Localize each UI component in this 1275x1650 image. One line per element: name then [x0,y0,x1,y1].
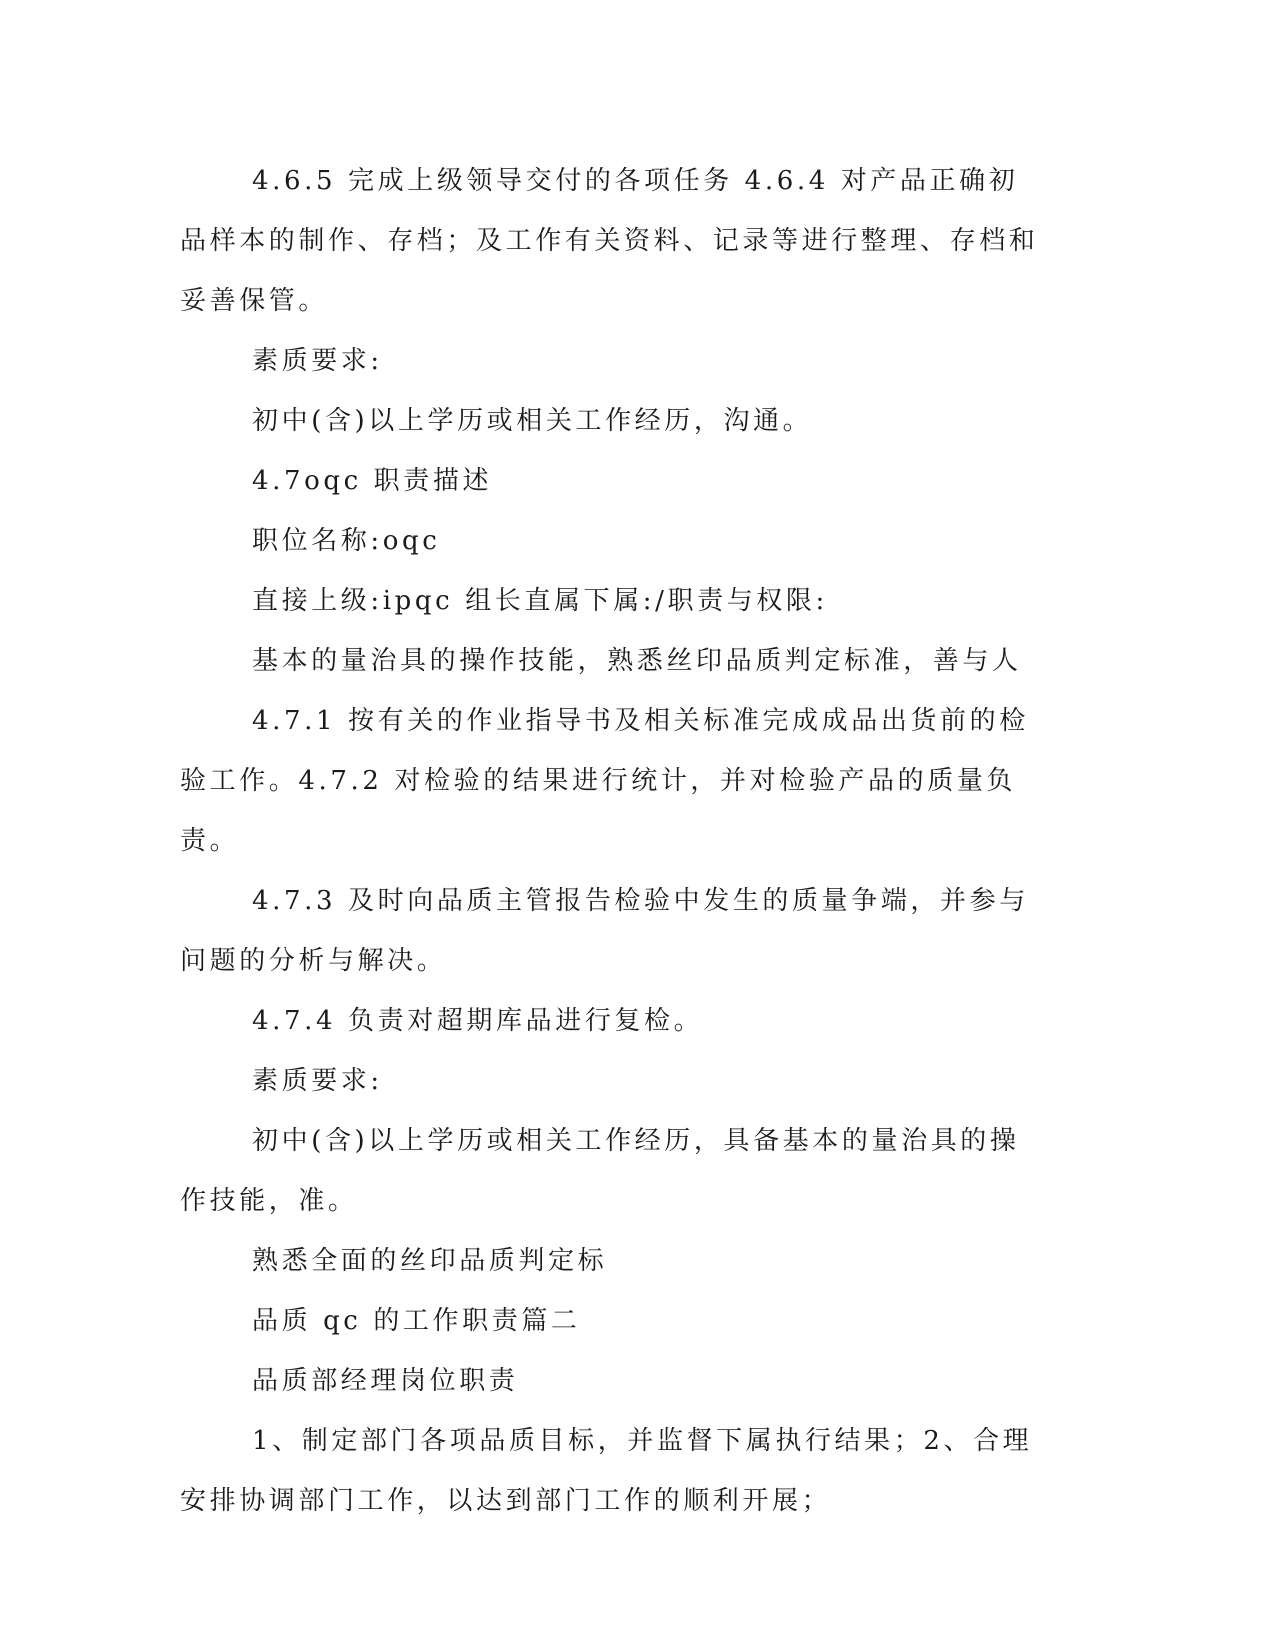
paragraph-basic-skills: 基本的量治具的操作技能，熟悉丝印品质判定标准，善与人 [252,646,1022,676]
paragraph-quality-dispute-reporting: 4.7.3 及时向品质主管报告检验中发生的质量争端，并参与问题的分析与解决。 [180,886,1029,976]
paragraph-manager-duties-list: 1、制定部门各项品质目标，并监督下属执行结果；2、合理安排协调部门工作，以达到部门工作的顺利开展； [180,1426,1033,1516]
paragraph-quality-requirements-heading: 素质要求: [252,346,383,376]
paragraph-silkscreen-standard: 熟悉全面的丝印品质判定标 [252,1246,608,1276]
paragraph-education-requirement: 初中(含)以上学历或相关工作经历，沟通。 [252,406,813,436]
document-body [180,151,1040,1531]
paragraph-overdue-reinspection: 4.7.4 负责对超期库品进行复检。 [252,1006,704,1036]
paragraph-section-two-title: 品质 qc 的工作职责篇二 [252,1306,581,1336]
paragraph-position-name: 职位名称:oqc [252,526,441,556]
paragraph-education-skill-requirement: 初中(含)以上学历或相关工作经历，具备基本的量治具的操作技能，准。 [180,1126,1020,1216]
paragraph-manager-responsibilities-title: 品质部经理岗位职责 [252,1366,519,1396]
paragraph-reporting-line: 直接上级:ipqc 组长直属下属:/职责与权限: [252,586,828,616]
paragraph-quality-requirements-heading-2: 素质要求: [252,1066,383,1096]
paragraph-inspection-duties: 4.7.1 按有关的作业指导书及相关标准完成成品出货前的检验工作。4.7.2 对检验的结果进行统计，并对检验产品的质量负责。 [180,706,1029,856]
paragraph-task-and-archive: 4.6.5 完成上级领导交付的各项任务 4.6.4 对产品正确初品样本的制作、存档；及工作有关资料、记录等进行整理、存档和妥善保管。 [180,166,1039,316]
paragraph-oqc-section-title: 4.7oqc 职责描述 [252,466,493,496]
